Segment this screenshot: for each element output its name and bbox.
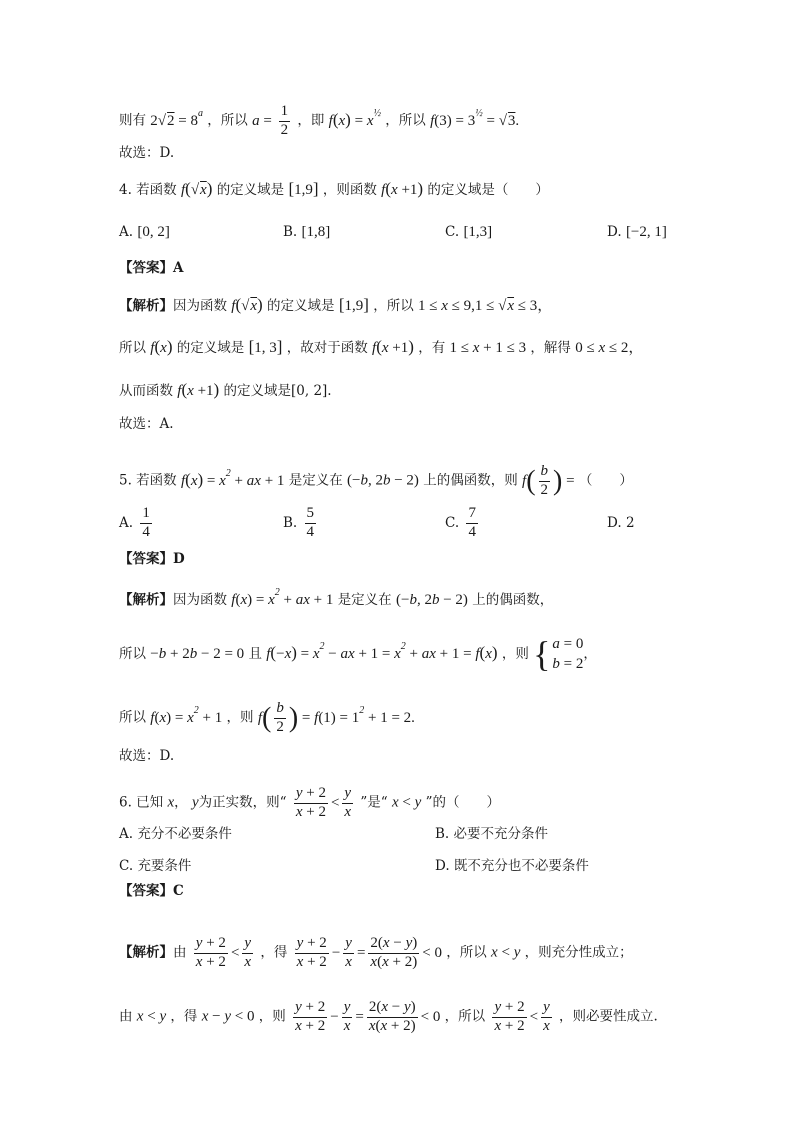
q5-answer: 【答案】D [119, 551, 185, 567]
formula-f-b-over-2-eq-2: f( $\frac{b}{2}$ ) = $f(1) = 1^2 + 1 = 2$. [257, 700, 415, 735]
q5-stem: 5. 若函数 $f(x) = x^2$ + ax + 1 是定义在 (−b, 2b − 2) 上的偶函数，则 f( $\frac{b}{2}$ ) = （ ） [119, 463, 633, 498]
q4-explanation-line-2: 所以 f(x) 的定义域是 [1, 3] ，故对于函数 f(x +1) ，有 1 ≤ x + 1 ≤ 3 ，解得 0 ≤ x ≤ 2， [119, 337, 644, 356]
solution-continuation-line: 则有 2√2 = 8$^a$ ，所以 a = $\frac{1}{2}$ ，即 $f(x) = x^{\frac{1}{2}}$ ，所以 $f(3) = 3^{\frac{1}{2}} = √3$. [119, 103, 520, 138]
formula-x-minus-y-lt-0: x − y < 0 [201, 1008, 255, 1025]
formula-inequalities: 1 ≤ x ≤ 9,1 ≤ √x ≤ 3， [418, 298, 553, 314]
q5-option-c[interactable]: C. $\frac{7}{4}$ [445, 505, 476, 540]
formula-x-lt-y: x < y [491, 944, 521, 961]
q5-option-d[interactable]: D. 2 [607, 515, 635, 531]
formula-fx-x2-ax-1: $f(x) = x^2$ + ax + 1 [231, 587, 334, 608]
q5-explanation-line-1: 【解析】因为函数 $f(x) = x^2$ + ax + 1 是定义在 (−b, 2b − 2) 上的偶函数， [119, 587, 554, 608]
q4-answer: 【答案】A [119, 260, 184, 276]
q6-explanation-line-1: 【解析】由 $\frac{y + 2}{x + 2}$ < $\frac{y}{x}$ ，得 $\frac{y + 2}{x + 2}$ − $\frac{y}{x}$ = $\frac{2(x - y)}{x(x + 2)}$ < 0 ，所以 x < y ，则充分性成立； [119, 935, 633, 970]
formula-x-lt-y: x < y [136, 1008, 167, 1025]
formula-f-x-plus-1: f(x +1) [381, 179, 424, 198]
q4-choose: 故选：A. [119, 416, 174, 432]
q4-option-b[interactable]: B. [1,8] [283, 224, 331, 240]
formula-0-le-x-le-2: 0 ≤ x ≤ 2， [575, 340, 644, 356]
formula-f-b-over-2: f( $\frac{b}{2}$ ) = [522, 463, 575, 498]
formula-neg-b-2b-2-eq-0: −b + 2b − 2 = 0 [150, 645, 245, 662]
formula-f-x-plus-1: f(x +1) [177, 380, 220, 399]
q4-option-c[interactable]: C. [1,3] [445, 224, 493, 240]
q4-explanation-line-1: 【解析】因为函数 f(√x) 的定义域是 [1,9] ，所以 1 ≤ x ≤ 9,1 ≤ √x ≤ 3， [119, 295, 553, 314]
interval-neg-b-2b-2: (−b, 2b − 2) [347, 472, 419, 489]
formula-system-a0-b2: { a = 0 b = 2 [533, 634, 584, 675]
formula-difference-lt-0: $\frac{y + 2}{x + 2}$ − $\frac{y}{x}$ = $\frac{2(x - y)}{x(x + 2)}$ < 0 [296, 935, 442, 970]
formula-y2-over-x2-lt-y-over-x: $\frac{y + 2}{x + 2}$ < $\frac{y}{x}$ [494, 999, 550, 1034]
interval-1-9: [1,9] [338, 295, 369, 314]
q5-explanation-line-3: 所以 $f(x) = x^2 + 1$ ，则 f( $\frac{b}{2}$ ) = $f(1) = 1^2 + 1 = 2$. [119, 700, 415, 735]
interval-neg-b-2b-2: (−b, 2b − 2) [395, 592, 468, 608]
q4-explanation-line-3: 从而函数 f(x +1) 的定义域是[0, 2]. [119, 380, 332, 399]
q4-stem: 4. 若函数 f(√x) 的定义域是 [1,9] ，则函数 f(x +1) 的定义域是（ ） [119, 179, 549, 198]
interval-1-3: [1, 3] [248, 337, 283, 356]
formula-f-x-plus-1: f(x +1) [372, 337, 414, 356]
formula-f-sqrt-x: f(√x) [231, 295, 263, 314]
formula-2sqrt2-eq-8a: 2√2 = 8$^a$ [150, 107, 203, 129]
q6-option-c[interactable]: C. 充要条件 [119, 858, 192, 874]
q6-answer: 【答案】C [119, 883, 184, 899]
formula-y2-over-x2-lt-y-over-x: $\frac{y + 2}{x + 2}$ < $\frac{y}{x}$ [295, 785, 352, 820]
q5-explanation-line-2: 所以 −b + 2b − 2 = 0 且 $f(-x) = x^2$ − ax + $1 = x^2$ + ax + 1 = f(x) ，则 { a = 0 b = 2 ， [119, 634, 597, 675]
formula-difference-lt-0: $\frac{y + 2}{x + 2}$ − $\frac{y}{x}$ = $\frac{2(x - y)}{x(x + 2)}$ < 0 [295, 999, 441, 1034]
q6-explanation-line-2: 由 x < y ，得 x − y < 0 ，则 $\frac{y + 2}{x + 2}$ − $\frac{y}{x}$ = $\frac{2(x - y)}{x(x + 2)}$ < 0 ，所以 $\frac{y + 2}{x + 2}$ < $\frac{y}{x}$ ，则必要性成立. [119, 999, 658, 1034]
q6-stem: 6. 已知 x， y为正实数，则“ $\frac{y + 2}{x + 2}$ < $\frac{y}{x}$ ”是“ x < y ”的（ ） [119, 785, 501, 820]
formula-1-le-x1-le-3: 1 ≤ x + 1 ≤ 3 [449, 340, 527, 356]
formula-f-x: f(x) [150, 337, 173, 356]
formula-even-function: $f(-x) = x^2$ − ax + $1 = x^2$ + ax + 1 = f(x) [266, 640, 498, 662]
q5-option-b[interactable]: B. $\frac{5}{4}$ [283, 505, 315, 540]
formula-fx-x2-ax-1: $f(x) = x^2$ + ax + 1 [180, 467, 285, 489]
q3-choose-line: 故选：D. [119, 145, 175, 161]
q6-option-a[interactable]: A. 充分不必要条件 [119, 826, 232, 842]
formula-fx-eq-x-half: $f(x) = x^{\frac{1}{2}}$ [328, 107, 381, 129]
formula-fx-x2-plus-1: $f(x) = x^2 + 1$ [150, 704, 223, 726]
q5-option-a[interactable]: A. $\frac{1}{4}$ [119, 505, 150, 540]
q4-option-a[interactable]: A. [0, 2] [119, 224, 170, 240]
q4-option-d[interactable]: D. [−2, 1] [607, 224, 667, 240]
q5-choose: 故选：D. [119, 748, 175, 764]
formula-f-sqrt-x: f(√x) [180, 179, 213, 198]
q6-option-d[interactable]: D. 既不充分也不必要条件 [435, 858, 589, 874]
formula-y2-over-x2-lt-y-over-x: $\frac{y + 2}{x + 2}$ < $\frac{y}{x}$ [195, 935, 252, 970]
q6-option-b[interactable]: B. 必要不充分条件 [435, 826, 549, 842]
interval-1-9: [1,9] [288, 179, 319, 198]
formula-f3-eq-sqrt3: $f(3) = 3^{\frac{1}{2}} = √3$. [430, 107, 520, 129]
formula-a-eq-half: a = $\frac{1}{2}$ [252, 103, 289, 138]
formula-x-lt-y: x < y [392, 794, 422, 811]
